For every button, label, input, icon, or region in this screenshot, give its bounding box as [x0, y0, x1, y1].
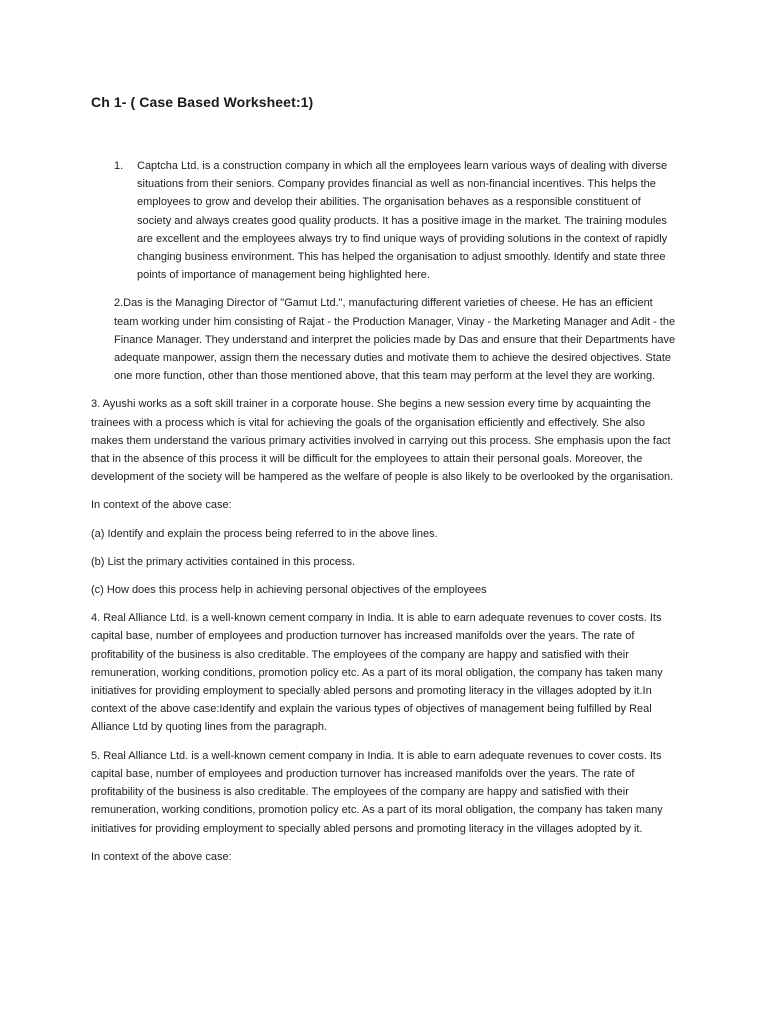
question-3-part-c: (c) How does this process help in achieving personal objectives of the employees	[91, 584, 487, 597]
question-3-part-a: (a) Identify and explain the process being referred to in the above lines.	[91, 527, 438, 540]
question-3-part-b: (b) List the primary activities contained in this process.	[91, 555, 356, 568]
question-3: 3. Ayushi works as a soft skill trainer in a corporate house. She begins a new session every time by acquainting the trainees with a process which is vital for achieving the goals of the organisation efficiently and effectively. She also makes them understand the various primary activities involved in carrying out this process. She emphasis upon the fact that in the absence of this process it will be difficult for the employees to attain their personal goals. Moreover, the development of the society will be hampered as the welfare of people is also likely to be overlooked by the organisation.	[91, 398, 674, 484]
question-2: 2.Das is the Managing Director of "Gamut Ltd.", manufacturing different varieties of cheese. He has an efficient team working under him consisting of Rajat - the Production Manager, Vinay - the Marketing Manager and Adit - the Finance Manager. They understand and interpret the policies made by Das and ensure that their Departments have adequate manpower, assign them the necessary duties and motivate them to achieve the desired objectives. State one more function, other than those mentioned above, that this team may perform at the level they are working.	[114, 297, 676, 383]
page-title: Ch 1- ( Case Based Worksheet:1)	[91, 94, 314, 110]
worksheet-content	[91, 157, 677, 876]
question-4: 4. Real Alliance Ltd. is a well-known cement company in India. It is able to earn adequate revenues to cover costs. Its capital base, number of employees and production turnover has increased manifolds over the years. The rate of profitability of the business is also creditable. The employees of the company are happy and satisfied with their remuneration, working conditions, promotion policy etc. As a part of its moral obligation, the company has taken many initiatives for providing employment to specially abled persons and promoting literacy in the villages adopted by it.In context of the above case:Identify and explain the various types of objectives of management being fulfilled by Real Alliance Ltd by quoting lines from the paragraph.	[91, 612, 663, 734]
question-1-number: 1.	[114, 160, 124, 172]
question-1-text: Captcha Ltd. is a construction company in which all the employees learn various ways of dealing with diverse situations from their seniors. Company provides financial as well as non-financial incentives. This helps the employees to grow and develop their abilities. The organisation behaves as a responsible constituent of society and always creates good quality products. It has a positive image in the market. The training modules are excellent and the employees always try to find unique ways of providing solutions in the context of rapidly changing business environment. This has helped the organisation to adjust smoothly. Identify and state three points of importance of management being highlighted here.	[137, 160, 668, 282]
question-5-context: In context of the above case:	[91, 850, 232, 863]
question-5: 5. Real Alliance Ltd. is a well-known cement company in India. It is able to earn adequate revenues to cover costs. Its capital base, number of employees and production turnover has increased manifolds over the years. The rate of profitability of the business is also creditable. The employees of the company are happy and satisfied with their remuneration, working conditions, promotion policy etc. As a part of its moral obligation, the company has taken many initiatives for providing employment to specially abled persons and promoting literacy in the villages adopted by it.	[91, 749, 663, 835]
question-1	[91, 157, 677, 284]
question-3-context: In context of the above case:	[91, 499, 232, 512]
